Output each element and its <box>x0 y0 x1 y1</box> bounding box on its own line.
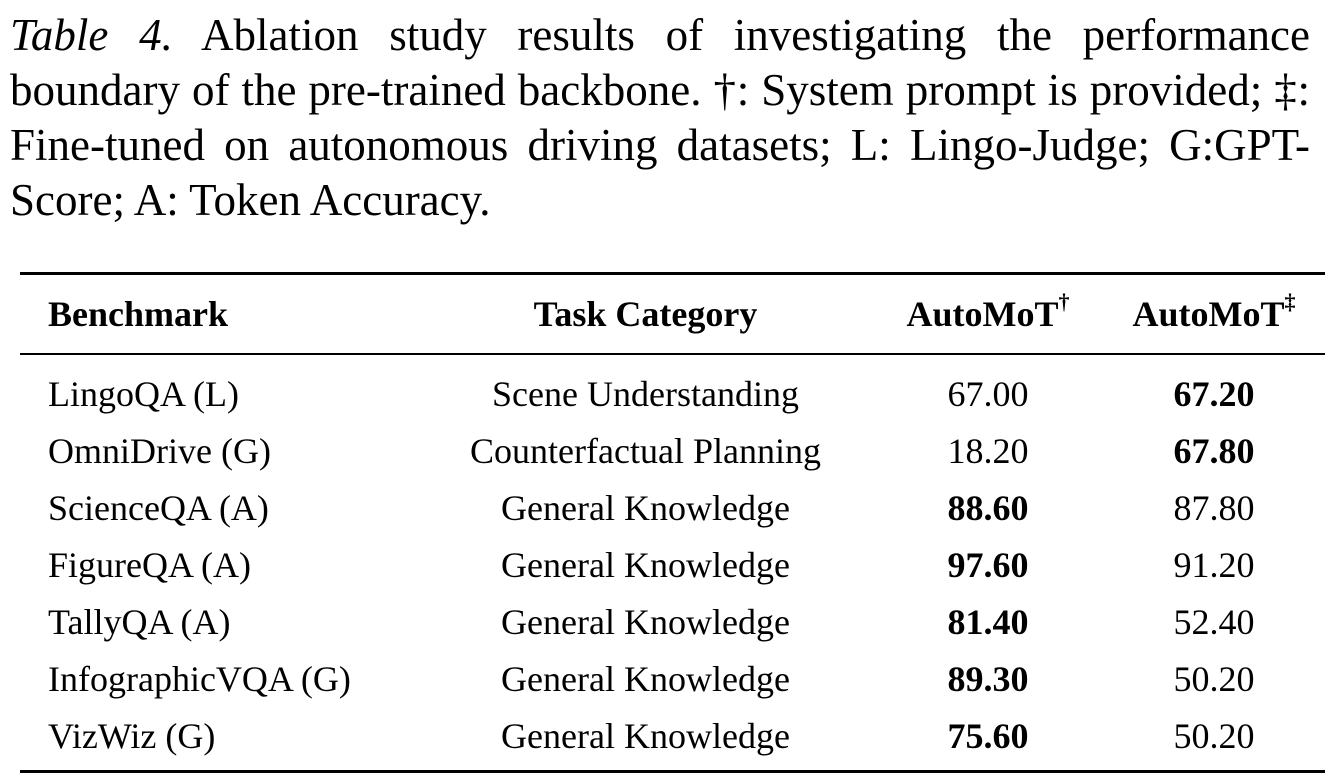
cell-automot-finetuned: 67.20 <box>1173 373 1255 414</box>
header-task-category: Task Category <box>533 294 758 334</box>
cell-benchmark: InfographicVQA (G) <box>48 658 351 699</box>
caption-label: Table 4. <box>10 10 173 60</box>
cell-automot-finetuned: 67.80 <box>1173 430 1255 471</box>
cell-automot-system-prompt: 67.00 <box>947 373 1029 414</box>
cell-task-category: Scene Understanding <box>492 373 799 414</box>
cell-task-category: Counterfactual Planning <box>470 430 821 471</box>
table-row <box>20 536 1325 593</box>
cell-automot-finetuned: 50.20 <box>1173 715 1255 756</box>
cell-automot-system-prompt: 81.40 <box>947 601 1029 642</box>
cell-automot-finetuned: 50.20 <box>1173 658 1255 699</box>
header-col2-name: AutoMoT <box>1132 294 1285 334</box>
results-table <box>20 272 1325 773</box>
table-row <box>20 707 1325 772</box>
table-body <box>20 354 1325 772</box>
cell-benchmark: VizWiz (G) <box>48 715 216 756</box>
results-table-container <box>20 272 1325 773</box>
table-row <box>20 354 1325 422</box>
cell-benchmark: LingoQA (L) <box>48 373 239 414</box>
cell-automot-finetuned: 87.80 <box>1173 487 1255 528</box>
cell-benchmark: OmniDrive (G) <box>48 430 271 471</box>
cell-benchmark: FigureQA (A) <box>48 544 251 585</box>
caption-text: Ablation study results of investigating the performance boundary of the pre-trained backbone. †: System prompt is provided; ‡: Fine-tuned on autonomous driving datasets; L: Lingo-Judge; G:GPT-Score; A: Token Accuracy. <box>10 10 1310 225</box>
cell-task-category: General Knowledge <box>501 601 790 642</box>
cell-task-category: General Knowledge <box>501 544 790 585</box>
dagger-mark: † <box>1058 289 1070 314</box>
cell-automot-finetuned: 52.40 <box>1173 601 1255 642</box>
cell-automot-system-prompt: 88.60 <box>947 487 1029 528</box>
cell-task-category: General Knowledge <box>501 487 790 528</box>
cell-automot-system-prompt: 89.30 <box>947 658 1029 699</box>
cell-automot-system-prompt: 18.20 <box>947 430 1029 471</box>
cell-automot-system-prompt: 75.60 <box>947 715 1029 756</box>
table-header-row <box>20 274 1325 355</box>
cell-benchmark: ScienceQA (A) <box>48 487 269 528</box>
header-automot-finetuned <box>1103 274 1325 355</box>
header-col1-name: AutoMoT <box>906 294 1059 334</box>
header-automot-system-prompt <box>873 274 1103 355</box>
cell-automot-system-prompt: 97.60 <box>947 544 1029 585</box>
cell-task-category: General Knowledge <box>501 715 790 756</box>
cell-benchmark: TallyQA (A) <box>48 601 231 642</box>
cell-automot-finetuned: 91.20 <box>1173 544 1255 585</box>
header-benchmark: Benchmark <box>48 294 228 334</box>
table-row <box>20 479 1325 536</box>
cell-task-category: General Knowledge <box>501 658 790 699</box>
table-row <box>20 593 1325 650</box>
table-row <box>20 650 1325 707</box>
table-caption <box>10 8 1310 228</box>
double-dagger-mark: ‡ <box>1284 289 1296 314</box>
table-row <box>20 422 1325 479</box>
